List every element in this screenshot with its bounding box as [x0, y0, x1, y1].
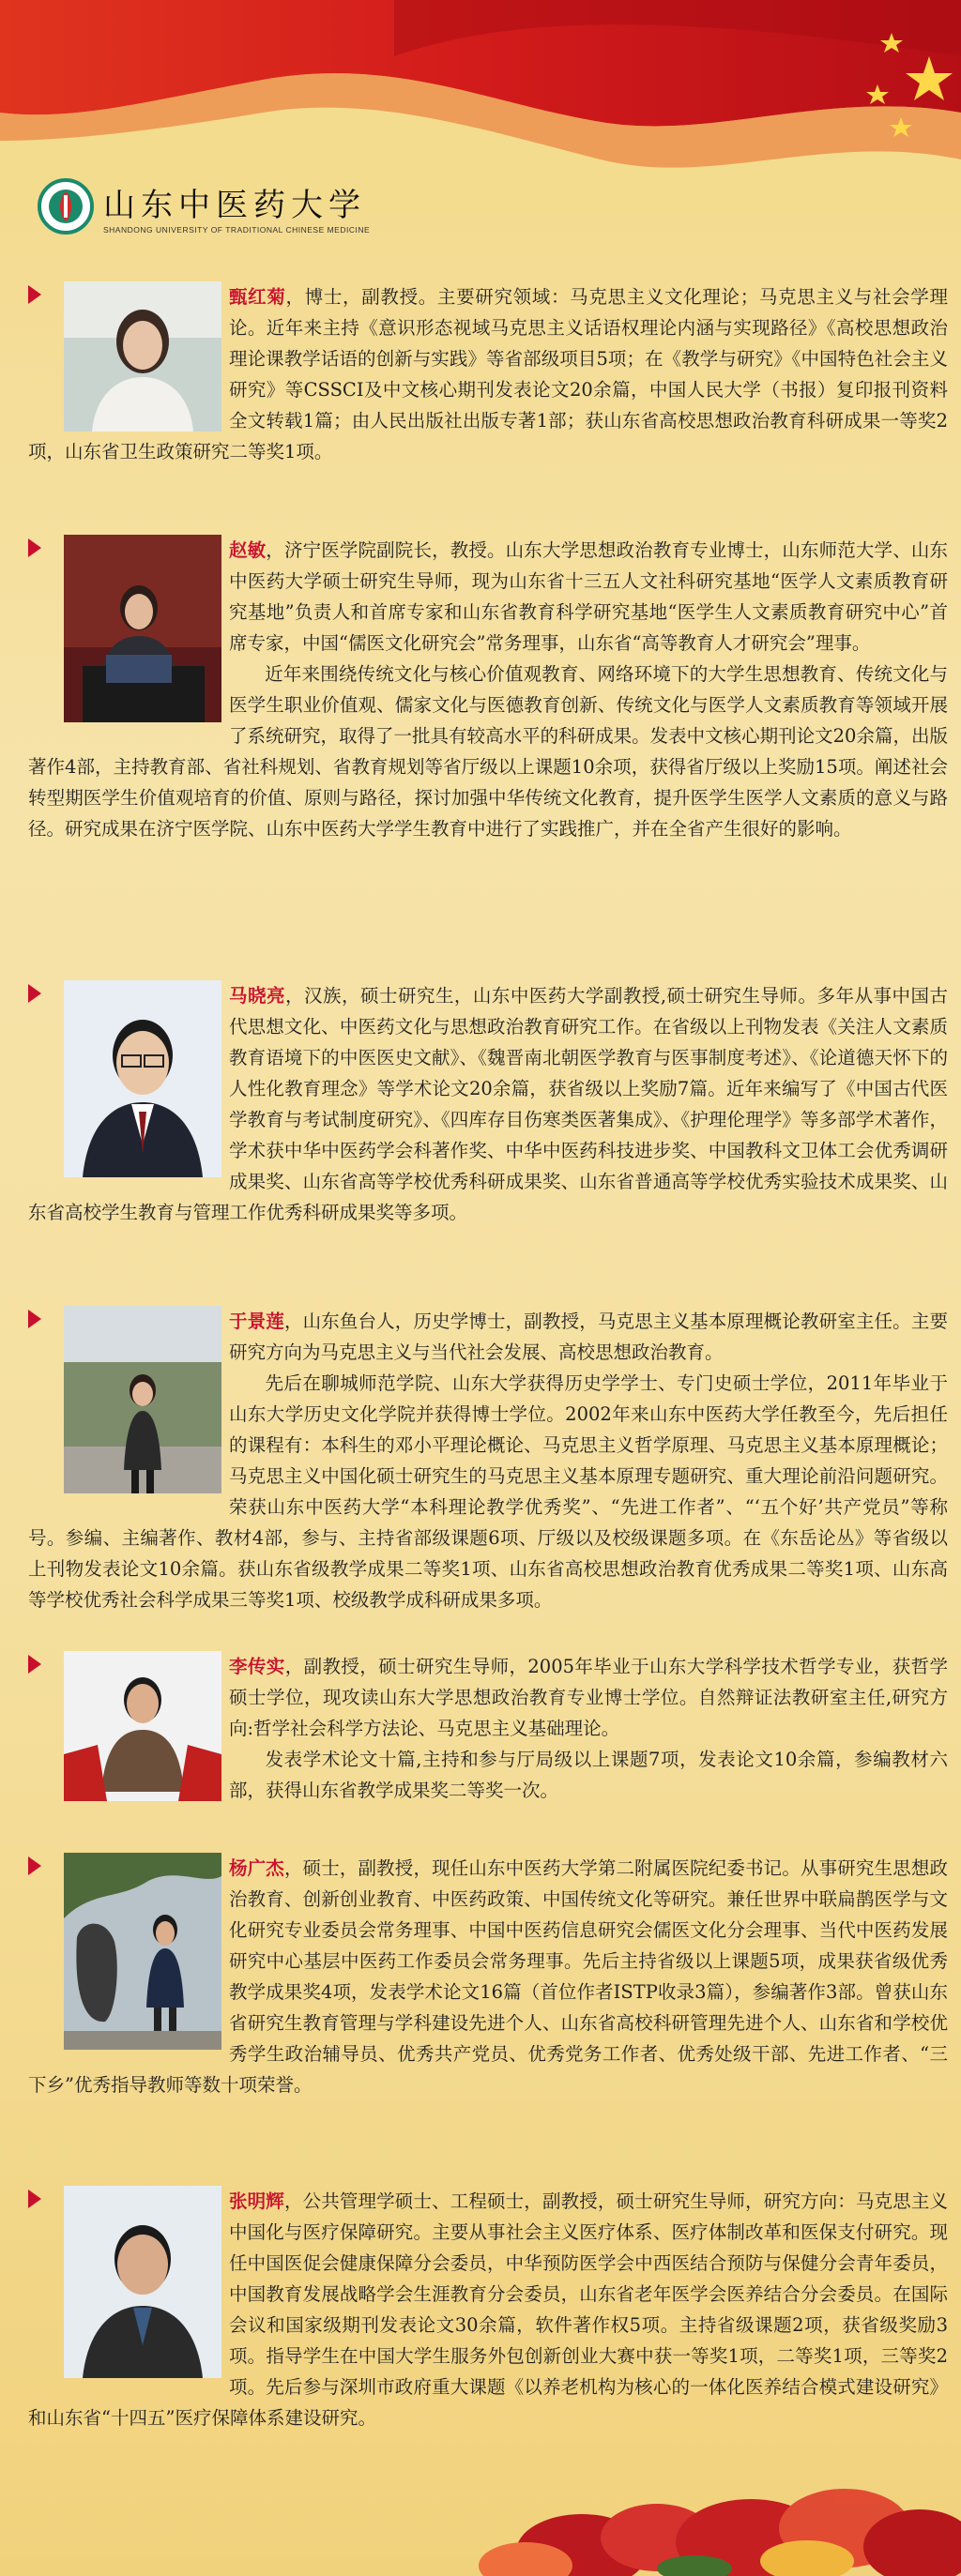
profile-bio-paragraph: 发表学术论文十篇,主持和参与厅局级以上课题7项，发表论文10余篇，参编教材六部，获得山东省教学成果奖二等奖一次。: [229, 1749, 948, 1801]
profile-photo: [64, 1853, 221, 2050]
bullet-arrow-icon: [28, 984, 41, 1003]
profile-name: 于景莲: [229, 1311, 284, 1332]
bullet-arrow-icon: [28, 538, 41, 557]
profile-bio-paragraph: 近年来围绕传统文化与核心价值观教育、网络环境下的大学生思想教育、传统文化与医学生职业价值观、儒家文化与医德教育创新、传统文化与医学人文素质教育等领域开展了系统研究，取得了一批具有较高水平的科研成果。发表中文核心期刊论文20余篇，出版著作4部，主持教育部、省社科规划、省教育规划等省厅级以上课题10余项，获得省厅级以上奖励15项。阐述社会转型期医学生价值观培育的价值、原则与路径，探讨加强中华传统文化教育，提升医学生医学人文素质的意义与路径。研究成果在济宁医学院、山东中医药大学学生教育中进行了实践推广，并在全省产生很好的影响。: [28, 663, 948, 840]
profile-bio: 甄红菊，博士，副教授。主要研究领域：马克思主义文化理论；马克思主义与社会学理论。近年来主持《意识形态视域马克思主义话语权理论内涵与实现路径》《高校思想政治理论课教学话语的创新与实践》等省部级项目5项；在《教学与研究》《中国特色社会主义研究》等CSSCI及中文核心期刊发表论文20余篇，中国人民大学（书报）复印报刊资料全文转载1篇；由人民出版社出版专著1部；获山东省高校思想政治教育科研成果一等奖2项，山东省卫生政策研究二等奖1项。: [28, 286, 948, 462]
profile-photo: [64, 1306, 221, 1493]
bullet-arrow-icon: [28, 2190, 41, 2208]
profile-photo: [64, 535, 221, 722]
bullet-arrow-icon: [28, 1655, 41, 1674]
profile-name: 杨广杰: [229, 1857, 284, 1879]
profile-bio: 马晓亮，汉族，硕士研究生，山东中医药大学副教授,硕士研究生导师。多年从事中国古代思想文化、中医药文化与思想政治教育研究工作。在省级以上刊物发表《关注人文素质教育语境下的中医医史文献》、《魏晋南北朝医学教育与医事制度考述》、《论道德天怀下的人性化教育理念》等学术论文20余篇，获省级以上奖励7篇。近年来编写了《中国古代医学教育与考试制度研究》、《四库存目伤寒类医著集成》、《护理伦理学》等多部学术著作，学术获中华中医药学会科著作奖、中华中医药科技进步奖、中国教科文卫体工会优秀调研成果奖、山东省高等学校优秀科研成果奖、山东省普通高等学校优秀实验技术成果奖、山东省高校学生教育与管理工作优秀科研成果奖等多项。: [28, 985, 948, 1223]
profile-bio: 赵敏，济宁医学院副院长，教授。山东大学思想政治教育专业博士，山东师范大学、山东中医药大学硕士研究生导师，现为山东省十三五人文社科研究基地“医学人文素质教育研究基地”负责人和首席专家和山东省教育科学研究基地“医学生人文素质教育研究中心”首席专家，中国“儒医文化研究会”常务理事，山东省“高等教育人才研究会”理事。: [229, 539, 948, 654]
profile-name: 李传实: [229, 1656, 285, 1677]
university-name-cn: 山东中医药大学: [103, 186, 366, 224]
profile-photo: [64, 980, 221, 1177]
profile-card: [28, 1651, 948, 1806]
peony-decoration: [0, 2326, 961, 2576]
profile-name: 甄红菊: [229, 286, 286, 308]
profile-card: [28, 1853, 948, 2100]
profile-bio-paragraph: 先后在聊城师范学院、山东大学获得历史学学士、专门史硕士学位，2011年毕业于山东大学历史文化学院并获得博士学位。2002年来山东中医药大学任教至今，先后担任的课程有：本科生的邓小平理论概论、马克思主义哲学原理、马克思主义基本原理概论；马克思主义中国化硕士研究生的马克思主义基本原理专题研究、重大理论前沿问题研究。荣获山东中医药大学“本科理论教学优秀奖”、“先进工作者”、“‘五个好’共产党员”等称号。参编、主编著作、教材4部，参与、主持省部级课题6项、厅级以及校级课题多项。在《东岳论丛》等省级以上刊物发表论文10余篇。获山东省级教学成果二等奖1项、山东省高校思想政治教育优秀成果二等奖1项、山东高等学校优秀社会科学成果三等奖1项、校级教学成科研成果多项。: [28, 1372, 948, 1611]
profile-photo: [64, 1651, 221, 1801]
bullet-arrow-icon: [28, 285, 41, 304]
profile-name: 马晓亮: [229, 985, 285, 1007]
university-emblem-icon: [38, 178, 94, 235]
bullet-arrow-icon: [28, 1310, 41, 1328]
profile-card: [28, 1306, 948, 1615]
bullet-arrow-icon: [28, 1856, 41, 1875]
profile-name: 张明辉: [229, 2190, 284, 2212]
profile-card: [28, 281, 948, 467]
profile-bio: 李传实，副教授，硕士研究生导师，2005年毕业于山东大学科学技术哲学专业，获哲学硕士学位，现攻读山东大学思想政治教育专业博士学位。自然辩证法教研室主任,研究方向:哲学社会科学方法论、马克思主义基础理论。: [229, 1656, 948, 1739]
university-logo: [38, 178, 370, 235]
profile-card: [28, 980, 948, 1228]
profile-card: [28, 535, 948, 844]
profile-bio: 张明辉，公共管理学硕士、工程硕士，副教授，硕士研究生导师，研究方向：马克思主义中国化与医疗保障研究。主要从事社会主义医疗体系、医疗体制改革和医保支付研究。现任中国医促会健康保障分会委员，中华预防医学会中西医结合预防与保健分会青年委员，中国教育发展战略学会生涯教育分会委员，山东省老年医学会医养结合分会委员。在国际会议和国家级期刊发表论文30余篇，软件著作权5项。主持省级课题2项，获省级奖励3项。指导学生在中国大学生服务外包创新创业大赛中获一等奖1项，二等奖1项，三等奖2项。先后参与深圳市政府重大课题《以养老机构为核心的一体化医养结合模式建设研究》和山东省“十四五”医疗保障体系建设研究。: [28, 2190, 948, 2429]
profile-bio: 杨广杰，硕士，副教授，现任山东中医药大学第二附属医院纪委书记。从事研究生思想政治教育、创新创业教育、中医药政策、中国传统文化等研究。兼任世界中联扁鹊医学与文化研究专业委员会常务理事、中国中医药信息研究会儒医文化分会理事、当代中医药发展研究中心基层中医药工作委员会常务理事。先后主持省级以上课题5项，成果获省级优秀教学成果奖4项，发表学术论文16篇（首位作者ISTP收录3篇），参编著作3部。曾获山东省研究生教育管理与学科建设先进个人、山东省高校科研管理先进个人、山东省和学校优秀学生政治辅导员、优秀共产党员、优秀党务工作者、优秀处级干部、先进工作者、“三下乡”优秀指导教师等数十项荣誉。: [28, 1857, 948, 2096]
profile-bio: 于景莲，山东鱼台人，历史学博士，副教授，马克思主义基本原理概论教研室主任。主要研究方向为马克思主义与当代社会发展、高校思想政治教育。: [229, 1311, 948, 1363]
profile-name: 赵敏: [229, 539, 267, 561]
profile-photo: [64, 281, 221, 432]
university-name-en: SHANDONG UNIVERSITY OF TRADITIONAL CHINESE MEDICINE: [103, 224, 371, 235]
